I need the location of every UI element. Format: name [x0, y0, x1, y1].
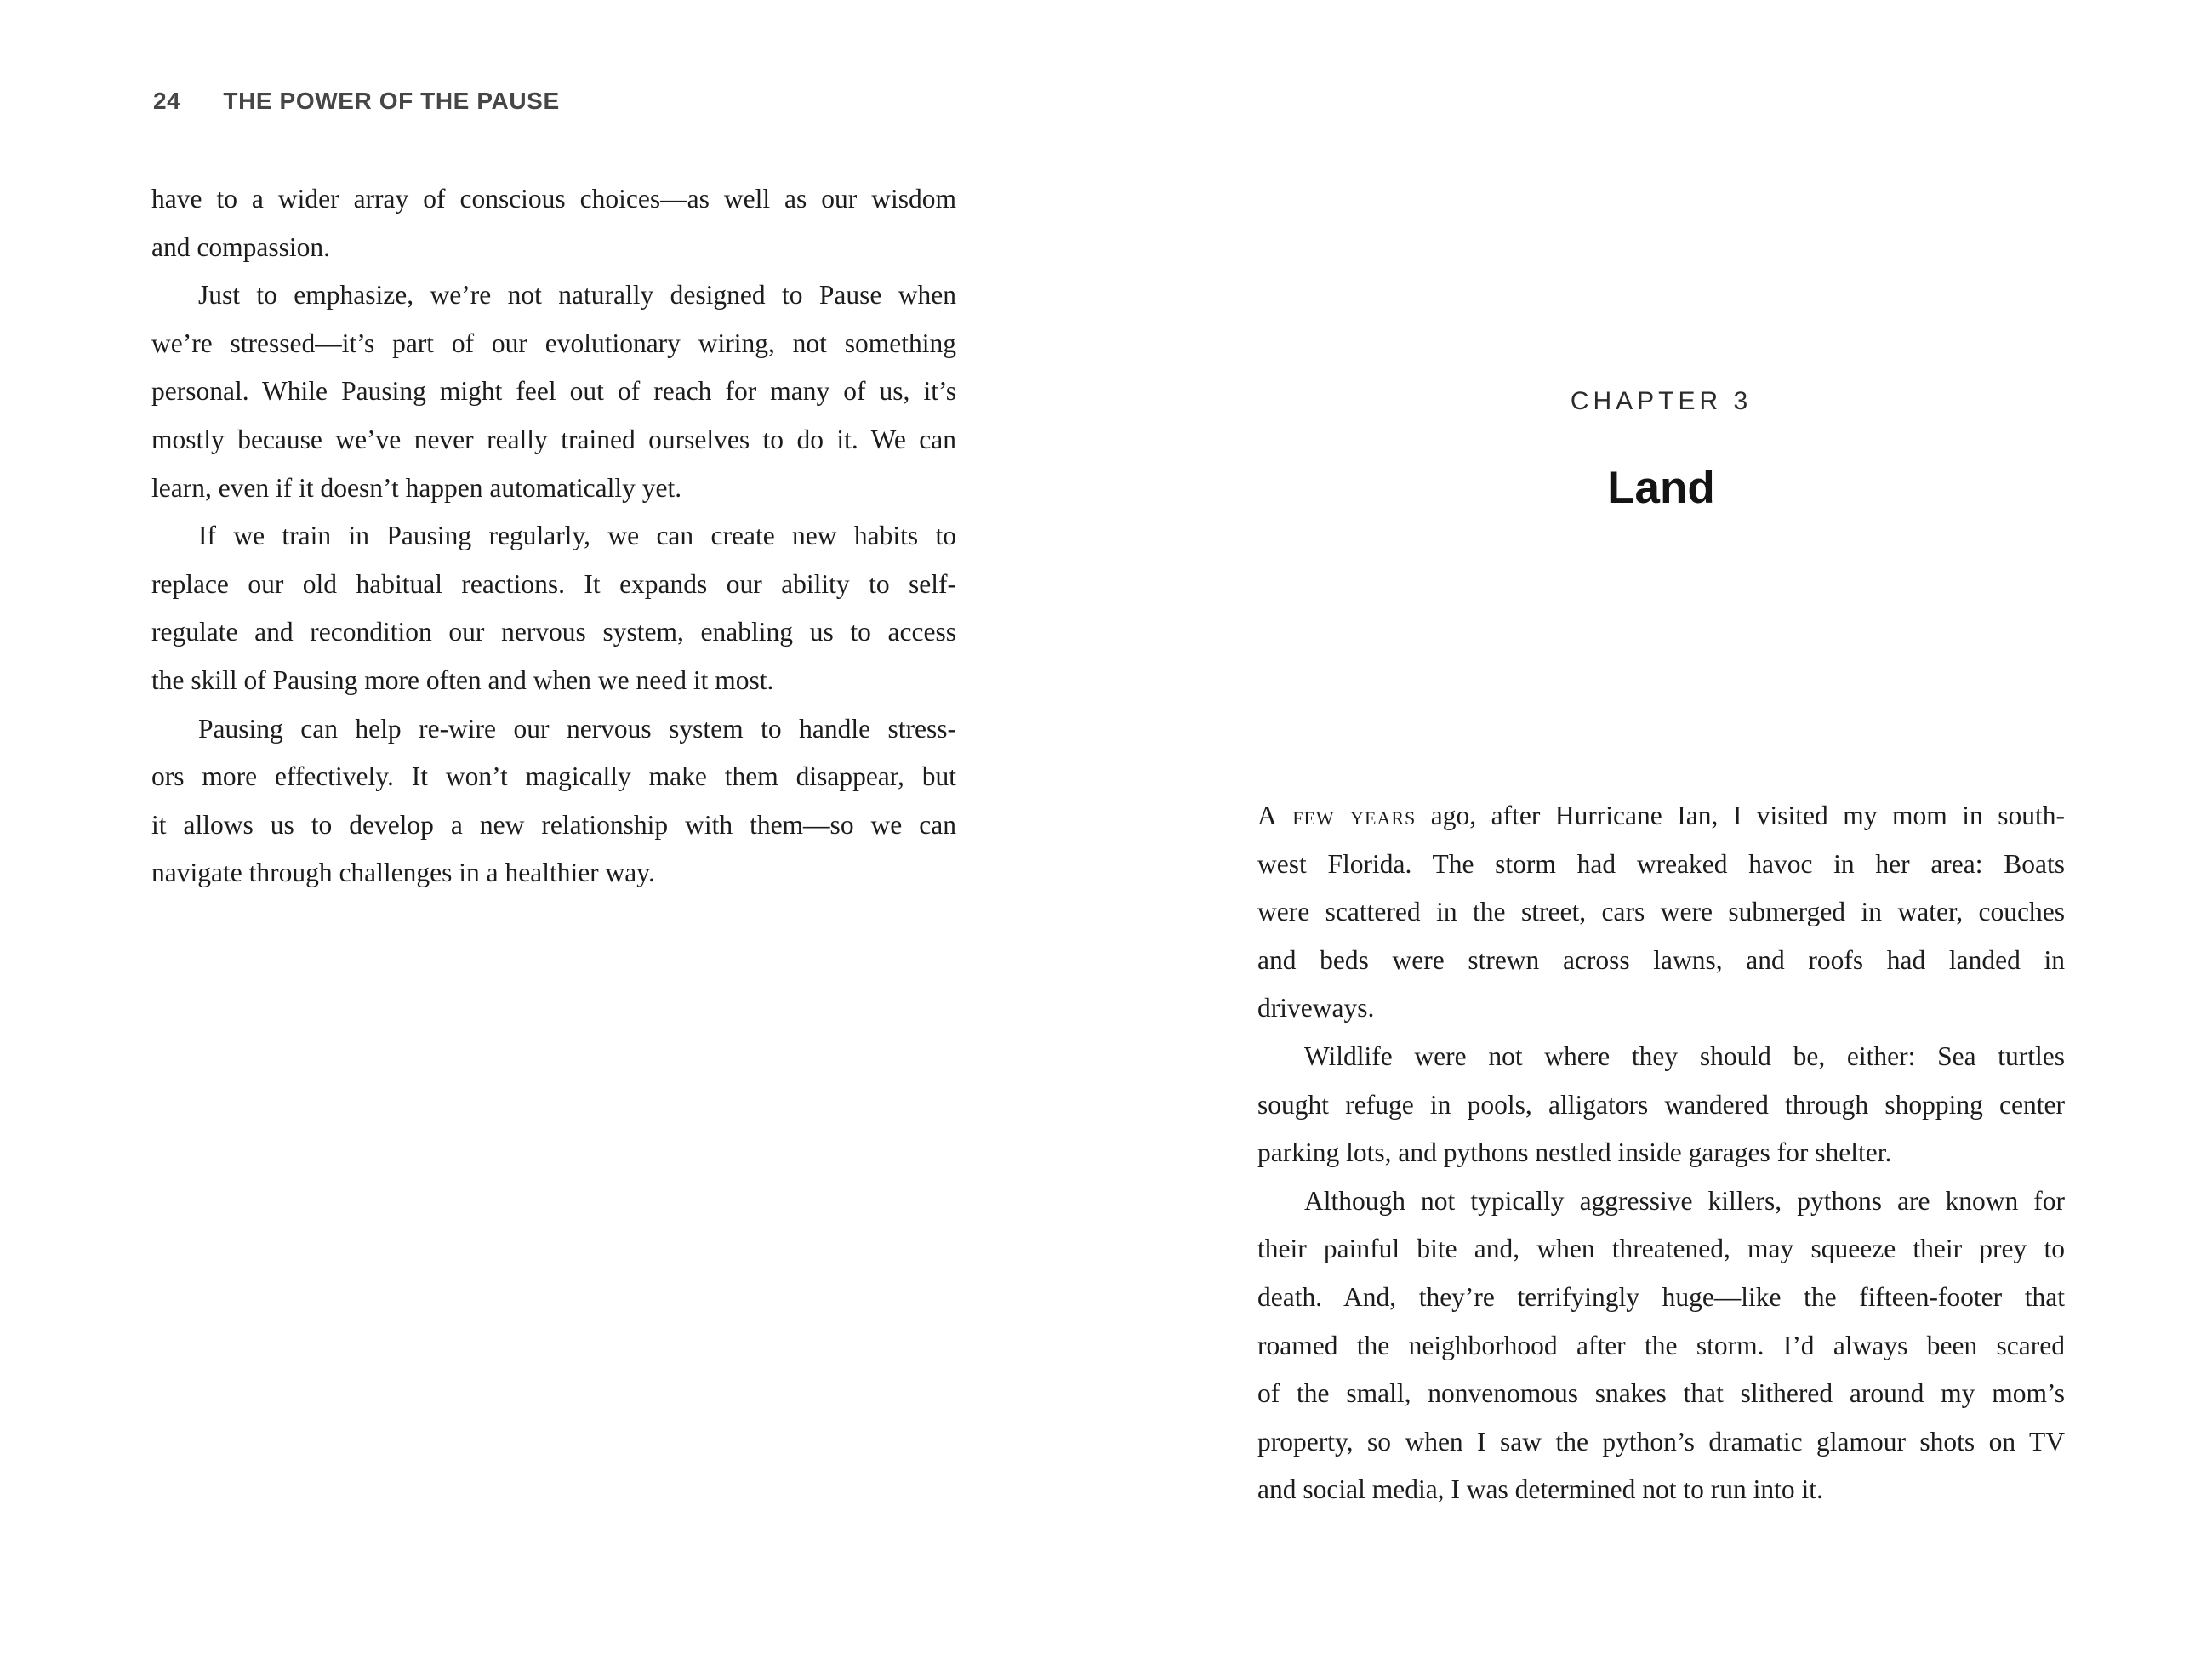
- text-line: their painful bite and, when threatened, may squeeze their prey to: [1257, 1234, 2065, 1264]
- text-line: and compassion.: [151, 231, 330, 262]
- text-line: death. And, they’re terrifyingly huge—like the fifteen-footer that: [1257, 1281, 2065, 1312]
- text-line: regulate and recondition our nervous system, enabling us to access: [151, 617, 956, 647]
- text-line: ors more effectively. It won’t magically make them disappear, but: [151, 761, 956, 792]
- text-line: If we train in Pausing regularly, we can create new habits to: [198, 521, 956, 551]
- text-line: we’re stressed—it’s part of our evolutionary wiring, not something: [151, 328, 956, 358]
- text-line: Although not typically aggressive killers, pythons are known for: [1304, 1185, 2065, 1216]
- chapter-label: CHAPTER 3: [1570, 387, 1753, 415]
- text-line: Wildlife were not where they should be, either: Sea turtles: [1304, 1040, 2065, 1071]
- text-line: west Florida. The storm had wreaked havoc in her area: Boats: [1257, 848, 2065, 879]
- text-line: parking lots, and pythons nestled inside garages for shelter.: [1257, 1137, 1892, 1168]
- opening-initial-cap: A: [1257, 801, 1277, 830]
- text-line: driveways.: [1257, 993, 1375, 1023]
- text-line: personal. While Pausing might feel out of reach for many of us, it’s: [151, 376, 956, 407]
- running-title: THE POWER OF THE PAUSE: [223, 88, 560, 114]
- text-line: mostly because we’ve never really trained ourselves to do it. We can: [151, 424, 956, 454]
- page-number: 24: [153, 88, 181, 114]
- text-line: property, so when I saw the python’s dramatic glamour shots on TV: [1257, 1426, 2065, 1457]
- text-line: of the small, nonvenomous snakes that slithered around my mom’s: [1257, 1378, 2065, 1409]
- text-line: roamed the neighborhood after the storm. I’d always been scared: [1257, 1330, 2065, 1360]
- text-line: and social media, I was determined not to run into it.: [1257, 1474, 1823, 1505]
- text-line: sought refuge in pools, alligators wandered through shopping center: [1257, 1089, 2065, 1120]
- text-line: were scattered in the street, cars were submerged in water, couches: [1257, 897, 2065, 927]
- left-page-body: [151, 175, 956, 898]
- text-line: the skill of Pausing more often and when we need it most.: [151, 664, 774, 695]
- text-line: Just to emphasize, we’re not naturally designed to Pause when: [198, 280, 956, 311]
- text-line: learn, even if it doesn’t happen automatically yet.: [151, 472, 682, 503]
- opening-line-rest: ago, after Hurricane Ian, I visited my mom in south-: [1416, 801, 2065, 830]
- text-line: it allows us to develop a new relationship with them—so we can: [151, 809, 956, 840]
- running-header: [153, 88, 560, 115]
- chapter-title: Land: [1607, 463, 1715, 513]
- text-line: and beds were strewn across lawns, and roofs had landed in: [1257, 944, 2065, 975]
- text-line: have to a wider array of conscious choices—as well as our wisdom: [151, 184, 956, 214]
- opening-small-caps: few years: [1276, 801, 1417, 830]
- text-line: navigate through challenges in a healthier way.: [151, 858, 655, 888]
- text-line opening-line: [1257, 792, 2065, 841]
- text-line: replace our old habitual reactions. It expands our ability to self-: [151, 568, 956, 599]
- right-page-body: [1257, 792, 2065, 1514]
- text-line: Pausing can help re-wire our nervous system to handle stress-: [198, 713, 956, 744]
